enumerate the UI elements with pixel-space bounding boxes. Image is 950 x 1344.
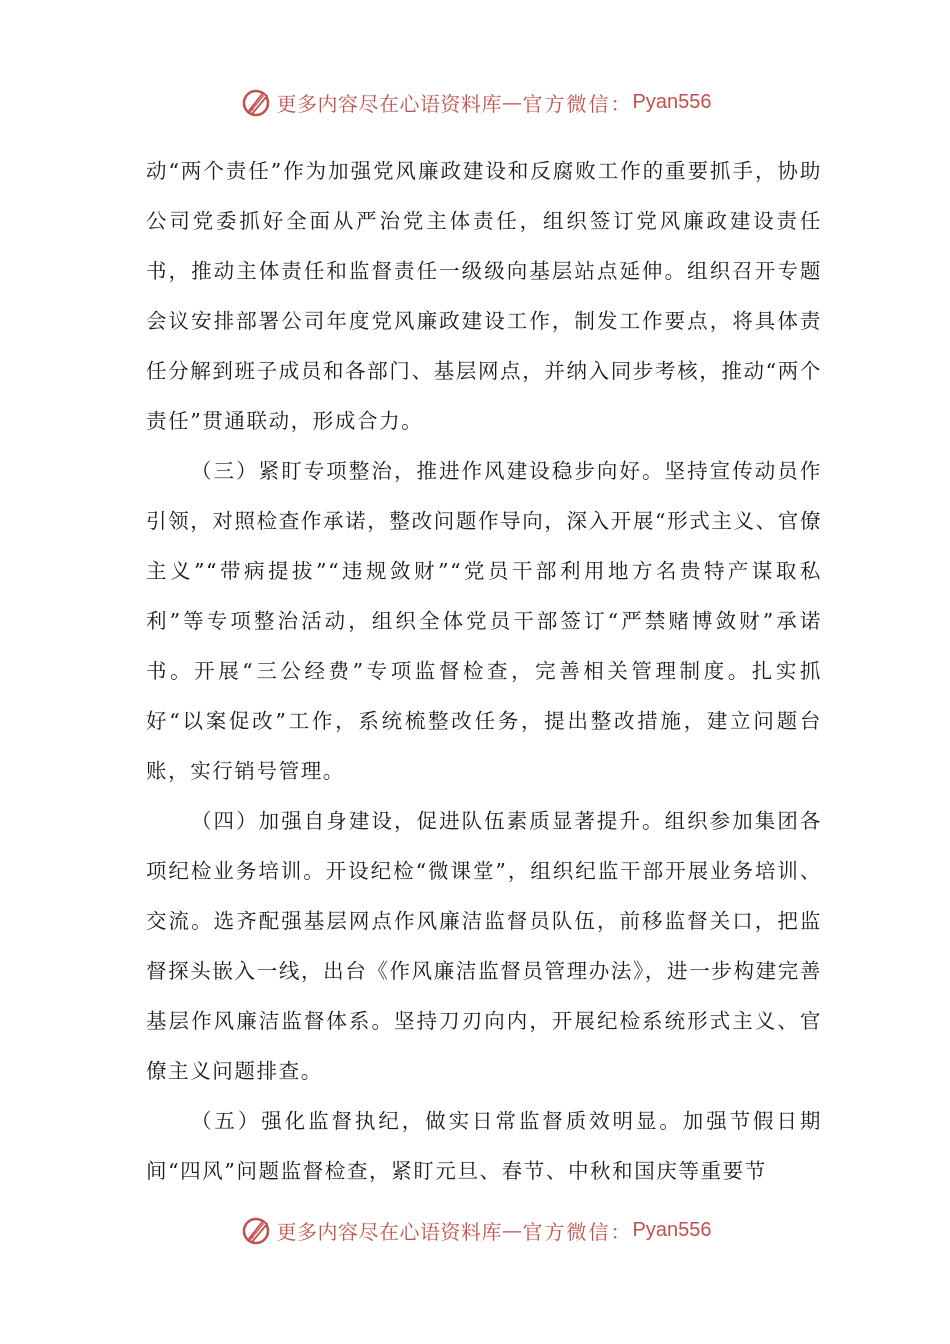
header-watermark (0, 80, 950, 124)
watermark-account: Pyan556 (632, 90, 712, 113)
paragraph-section-3: （三）紧盯专项整治，推进作风建设稳步向好。坚持宣传动员作引领，对照检查作承诺，整改问题作导向，深入开展“形式主义、官僚主义”“带病提拔”“违规敛财”“党员干部利用地方名贵特产谋取私利”等专项整治活动，组织全体党员干部签订“严禁赌博敛财”承诺书。开展“三公经费”专项监督检查，完善相关管理制度。扎实抓好“以案促改”工作，系统梳整改任务，提出整改措施，建立问题台账，实行销号管理。 (146, 459, 822, 783)
watermark-brand: 更多内容尽在心语资料库 (276, 91, 503, 116)
watermark-brand: 更多内容尽在心语资料库 (276, 1219, 503, 1244)
watermark-dash: — (502, 90, 523, 114)
watermark-wechat-label: 官方微信： (522, 1219, 633, 1244)
watermark-account: Pyan556 (632, 1218, 712, 1241)
paragraph-section-5: （五）强化监督执纪，做实日常监督质效明显。加强节假日期间“四风”问题监督检查，紧盯元旦、春节、中秋和国庆等重要节 (146, 1109, 822, 1183)
document-body (146, 146, 822, 1196)
paragraph-section-4: （四）加强自身建设，促进队伍素质显著提升。组织参加集团各项纪检业务培训。开设纪检“微课堂”，组织纪监干部开展业务培训、交流。选齐配强基层网点作风廉洁监督员队伍，前移监督关口，把监督探头嵌入一线，出台《作风廉洁监督员管理办法》，进一步构建完善基层作风廉洁监督体系。坚持刀刃向内，开展纪检系统形式主义、官僚主义问题排查。 (146, 809, 822, 1083)
watermark-wechat-label: 官方微信： (522, 91, 633, 116)
paragraph-continuation: 动“两个责任”作为加强党风廉政建设和反腐败工作的重要抓手，协助公司党委抓好全面从严治党主体责任，组织签订党风廉政建设责任书，推动主体责任和监督责任一级级向基层站点延伸。组织召开专题会议安排部署公司年度党风廉政建设工作，制发工作要点，将具体责任分解到班子成员和各部门、基层网点，并纳入同步考核，推动“两个责任”贯通联动，形成合力。 (146, 159, 822, 433)
watermark-dash: — (502, 1218, 523, 1242)
pen-nib-circle-icon (239, 85, 273, 119)
footer-watermark (0, 1208, 950, 1252)
pen-nib-circle-icon (239, 1213, 273, 1247)
